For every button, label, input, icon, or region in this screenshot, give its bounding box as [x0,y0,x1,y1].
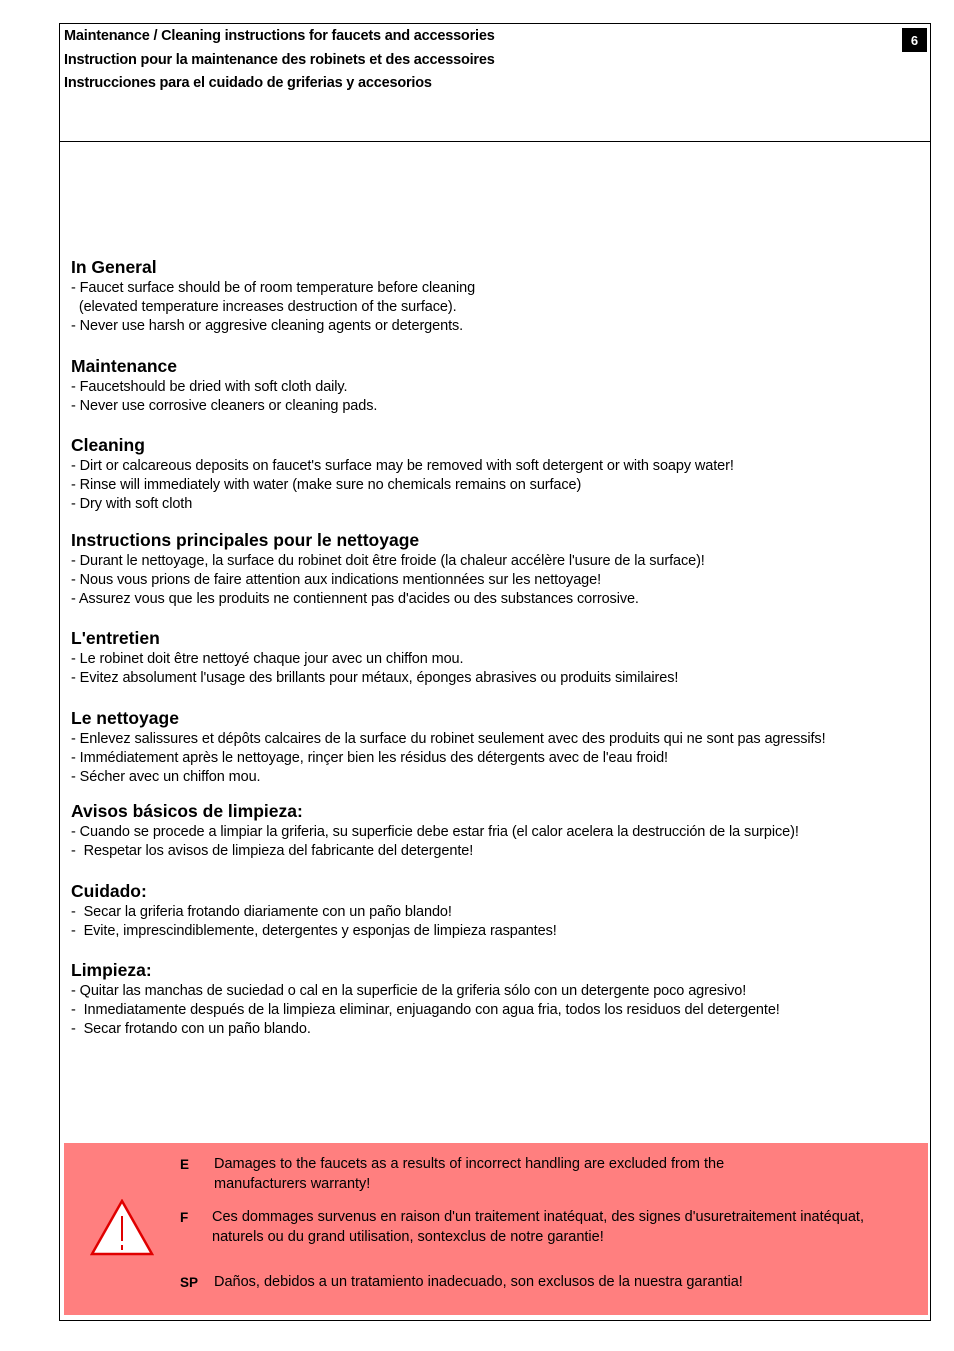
list-item: - Inmediatamente después de la limpieza eliminar, enjuagando con agua fria, todos los residuos del detergente! [71,1002,780,1019]
warning-text-line: manufacturers warranty! [214,1175,371,1192]
page-number-badge: 6 [902,28,927,52]
list-item: - Never use harsh or aggresive cleaning agents or detergents. [71,318,464,335]
section-entretien [71,628,921,688]
section-cleaning [71,435,921,515]
list-item: - Dirt or calcareous deposits on faucet's surface may be removed with soft detergent or with soapy water! [71,458,734,475]
list-item: (elevated temperature increases destruction of the surface). [71,299,457,316]
section-maintenance [71,356,921,416]
section-title: In General [71,257,157,277]
list-item: - Respetar los avisos de limpieza del fabricante del detergente! [71,843,474,860]
header-title-es: Instrucciones para el cuidado de griferias y accesorios [64,75,432,91]
warranty-warning-box [64,1143,928,1315]
list-item: - Enlevez salissures et dépôts calcaires de la surface du robinet seulement avec des produits qui ne sont pas agressifs! [71,730,826,747]
section-instructions-principales [71,530,921,610]
list-item: - Le robinet doit être nettoyé chaque jour avec un chiffon mou. [71,651,464,668]
list-item: - Dry with soft cloth [71,496,193,513]
section-le-nettoyage [71,708,921,788]
header-separator [59,141,931,142]
warning-text-line: Damages to the faucets as a results of incorrect handling are excluded from the [214,1156,725,1172]
list-item: - Quitar las manchas de suciedad o cal en la superficie de la griferia sólo con un detergente poco agresivo! [71,983,747,1000]
section-title: L'entretien [71,628,160,649]
list-item: - Never use corrosive cleaners or cleaning pads. [71,397,378,414]
section-avisos-basicos [71,801,921,861]
header-title-fr: Instruction pour la maintenance des robinets et des accessoires [64,51,495,68]
header-titles [64,25,495,96]
list-item: - Cuando se procede a limpiar la griferia, su superficie debe estar fria (el calor acelera la destrucción de la surpice)! [71,824,799,841]
list-item: - Evite, imprescindiblemente, detergentes y esponjas de limpieza raspantes! [71,922,557,939]
list-item: - Nous vous prions de faire attention aux indications mentionnées sur les nettoyage! [71,571,602,588]
warning-triangle-icon [90,1199,154,1256]
section-title: Cuidado: [71,880,147,901]
list-item: - Secar la griferia frotando diariamente con un paño blando! [71,903,452,920]
list-item: - Assurez vous que les produits ne contiennent pas d'acides ou des substances corrosive. [71,591,639,608]
warning-lang-label: E [180,1157,190,1172]
warning-text-line: Ces dommages survenus en raison d'un traitement inatéquat, des signes d'usuretraitement inatéquat, [212,1209,864,1225]
section-in-general [71,257,921,337]
list-item: - Rinse will immediately with water (make sure no chemicals remains on surface) [71,477,582,494]
list-item: - Sécher avec un chiffon mou. [71,769,261,786]
section-limpieza [71,960,921,1040]
header-title-en: Maintenance / Cleaning instructions for faucets and accessories [64,28,495,44]
warning-text-line: Daños, debidos a un tratamiento inadecuado, son exclusos de la nuestra garantia! [214,1274,743,1290]
list-item: - Durant le nettoyage, la surface du robinet doit être froide (la chaleur accélère l'usure de la surface)! [71,552,705,569]
warning-lang-label: F [180,1210,189,1225]
section-title: Instructions principales pour le nettoyage [71,529,420,550]
section-title: Limpieza: [71,960,152,981]
list-item: - Immédiatement après le nettoyage, rinçer bien les résidus des détergents avec de l'eau froid! [71,749,668,766]
instructions-content [71,257,921,1040]
section-title: Avisos básicos de limpieza: [71,801,303,822]
list-item: - Faucet surface should be of room temperature before cleaning [71,280,476,296]
section-title: Cleaning [71,435,145,456]
list-item: - Evitez absolument l'usage des brillants pour métaux, éponges abrasives ou produits similaires! [71,670,679,687]
list-item: - Secar frotando con un paño blando. [71,1021,311,1038]
list-item: - Faucetshould be dried with soft cloth daily. [71,378,348,395]
section-title: Le nettoyage [71,707,179,728]
warning-lang-label: SP [180,1275,199,1290]
warning-text-line: naturels ou du grand utilisation, sontexclus de notre garantie! [212,1228,604,1245]
section-title: Maintenance [71,355,177,376]
section-cuidado [71,881,921,941]
